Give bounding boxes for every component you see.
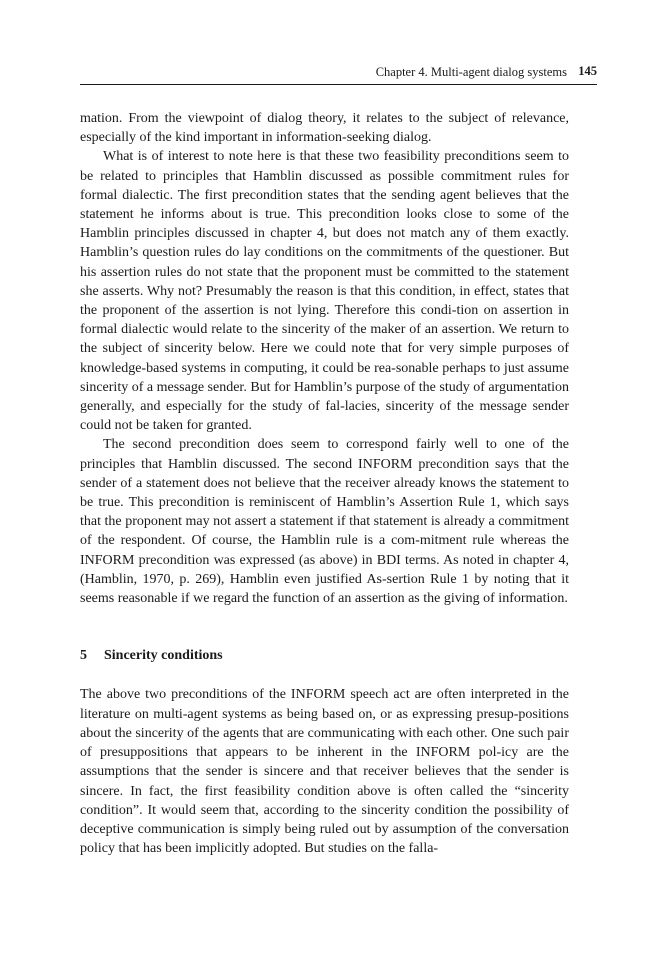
page-header bbox=[80, 64, 597, 85]
page-number: 145 bbox=[578, 64, 597, 78]
page-body bbox=[80, 109, 569, 858]
section-number: 5 bbox=[80, 648, 87, 664]
section-heading bbox=[80, 646, 569, 665]
paragraph: What is of interest to note here is that these two feasibility preconditions seem to be related to principles that Hamblin discussed as possible commitment rules for formal dialectic. The first precondition states that the sending agent believes that the statement he informs about is true. This precondition looks close to some of the Hamblin principles discussed in chapter 4, but does not match any of them exactly. Hamblin’s question rules do lay conditions on the commitments of the questioner. But his assertion rules do not state that the proponent must be committed to the statement she asserts. Why not? Presumably the reason is that this condition, in effect, states that the proponent of the assertion is not lying. Therefore this condi-tion on assertion in formal dialectic would relate to the sincerity of the maker of an assertion. We return to the subject of sincerity below. Here we could note that for very simple purposes of knowledge-based systems in computing, it could be rea-sonable perhaps to just assume sincerity of a message sender. But for Hamblin’s purpose of the study of argumentation generally, and especially for the study of fal-lacies, sincerity of the message sender could not be taken for granted. bbox=[80, 149, 569, 434]
running-head: Chapter 4. Multi-agent dialog systems bbox=[375, 65, 567, 79]
paragraph: The above two preconditions of the INFORM speech act are often interpreted in the literature on multi-agent systems as being based on, or as expressing presup-positions about the sincerity of the agents that are communicating with each other. One such pair of presuppositions that appears to be inherent in the INFORM pol-icy are the assumptions that the sender is sincere and that receiver believes that the sender is sincere. In fact, the first feasibility condition above is often called the “sincerity condition”. It would seem that, according to the sincerity condition the possibility of deceptive communication is simply being ruled out by assumption of the conversation policy that has been implicitly adopted. But studies on the falla- bbox=[80, 687, 569, 857]
paragraph: The second precondition does seem to correspond fairly well to one of the principles that Hamblin discussed. The second INFORM precondition says that the sender of a statement does not believe that the receiver already knows the statement to be true. This precondition is reminiscent of Hamblin’s Assertion Rule 1, which says that the proponent may not assert a statement if that statement is already a commitment of the respondent. Of course, the Hamblin rule is a com-mitment rule whereas the INFORM precondition was expressed (as above) in BDI terms. As noted in chapter 4, (Hamblin, 1970, p. 269), Hamblin even justified As-sertion Rule 1 by noting that it seems reasonable if we regard the function of an assertion as the giving of information. bbox=[80, 437, 569, 607]
paragraph: mation. From the viewpoint of dialog theory, it relates to the subject of relevance, especially of the kind important in information-seeking dialog. bbox=[80, 111, 569, 146]
section-title: Sincerity conditions bbox=[104, 648, 223, 664]
